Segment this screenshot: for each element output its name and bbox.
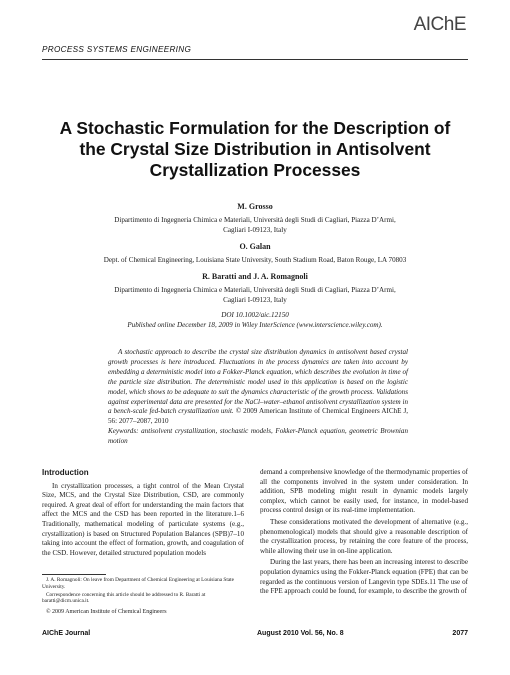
author-affiliation: Dipartimento di Ingegneria Chimica e Materiali, Università degli Studi di Cagliari, Piazza D’Armi,	[114, 216, 396, 224]
author-name: R. Baratti and J. A. Romagnoli	[202, 272, 308, 281]
author-block	[42, 202, 468, 235]
body-paragraph: During the last years, there has been an increasing interest to describe population dynamics using the Fokker-Planck equation (FPE) that can be regarded as the continuous version of Langevin type SDEs.11 The use of the FPE approach could be found, for example, to describe the growth of	[260, 558, 468, 596]
author-name: M. Grosso	[237, 202, 273, 211]
body-paragraph: These considerations motivated the development of alternative (e.g., phenomenological) models that should give a reasonable description of the crystallization process, by retaining the core feature of the process, while allowing their use in on-line application.	[260, 517, 468, 555]
publication-note: Published online December 18, 2009 in Wiley InterScience (www.interscience.wiley.com).	[127, 321, 383, 329]
title-line: the Crystal Size Distribution in Antisolvent	[79, 139, 431, 159]
author-affiliation: Cagliari I-09123, Italy	[223, 226, 287, 234]
author-affiliation: Dipartimento di Ingegneria Chimica e Materiali, Università degli Studi di Cagliari, Piazza D’Armi,	[114, 286, 396, 294]
author-block	[42, 242, 468, 265]
keywords-text: antisolvent crystallization, stochastic models, Fokker-Planck equation, geometric Brownian motion	[108, 427, 408, 446]
page-number: 2077	[452, 630, 468, 637]
body-paragraph: In crystallization processes, a tight control of the Mean Crystal Size, MCS, and the Crystal Size Distribution, CSD, are commonly required. A great deal of effort for understanding the main factors that affect the MCS and the CSD has been reported in the literature.1–6 Traditionally, mathematical modeling of particulate systems (e.g., crystallization) is based on Structured Population Balances (SPB)7–10 taking into account the effect of formation, growth, and coagulation of the CSD. However, detailed structured population models	[42, 481, 244, 557]
footer-issue: August 2010 Vol. 56, No. 8	[257, 630, 344, 637]
header-rule	[42, 59, 468, 60]
title-line: A Stochastic Formulation for the Description of	[59, 118, 451, 138]
section-heading: PROCESS SYSTEMS ENGINEERING	[42, 45, 192, 54]
abstract-text: A stochastic approach to describe the crystal size distribution dynamics in antisolvent based crystal growth processes is here introduced. Fluctuations in the process dynamics are taken into account by embedding a deterministic model into a Fokker-Planck equation, which describes the evolution in time of the particle size distribution. The deterministic model used in this application is based on the logistic model, which shows to be adequate to suit the dynamics characteristic of the growth process. Validations against experimental data are presented for the NaCl–water–ethanol antisolvent crystallization system in a bench-scale fed-batch crystallization unit.	[108, 348, 408, 416]
footnote: Correspondence concerning this article should be addressed to R. Baratti at baratti@dicm.unica.it.	[42, 591, 206, 605]
abstract-copyright: © 2009 American Institute of Chemical Engineers AIChE J, 56: 2077–2087, 2010	[108, 407, 408, 426]
author-affiliation: Cagliari I-09123, Italy	[223, 296, 287, 304]
journal-logo: AIChE	[413, 14, 466, 35]
abstract	[108, 348, 408, 447]
keywords-label: Keywords:	[108, 427, 139, 436]
left-column	[42, 468, 244, 560]
footnote: J. A. Romagnoli: On leave from Department of Chemical Engineering at Louisiana State University.	[42, 577, 234, 590]
introduction-heading: Introduction	[42, 468, 89, 477]
title-line: Crystallization Processes	[149, 160, 361, 180]
author-affiliation: Dept. of Chemical Engineering, Louisiana State University, South Stadium Road, Baton Rouge, LA 70803	[103, 256, 407, 264]
doi-link[interactable]: DOI 10.1002/aic.12150	[221, 311, 289, 319]
doi-block	[42, 310, 468, 330]
footnotes	[42, 577, 244, 617]
footnote-copyright: © 2009 American Institute of Chemical Engineers	[46, 609, 167, 616]
author-name: O. Galan	[239, 242, 271, 251]
body-paragraph: demand a comprehensive knowledge of the thermodynamic properties of all the components involved in the system under consideration. In addition, SPB modeling might result in dynamic models largely complex, which cannot be easily used, for instance, in model-based process control design or its real-time implementation.	[260, 468, 468, 515]
author-block	[42, 272, 468, 305]
footnote-rule	[42, 574, 106, 575]
right-column	[260, 468, 468, 599]
footer-journal: AIChE Journal	[42, 630, 91, 637]
paper-title	[42, 118, 468, 181]
